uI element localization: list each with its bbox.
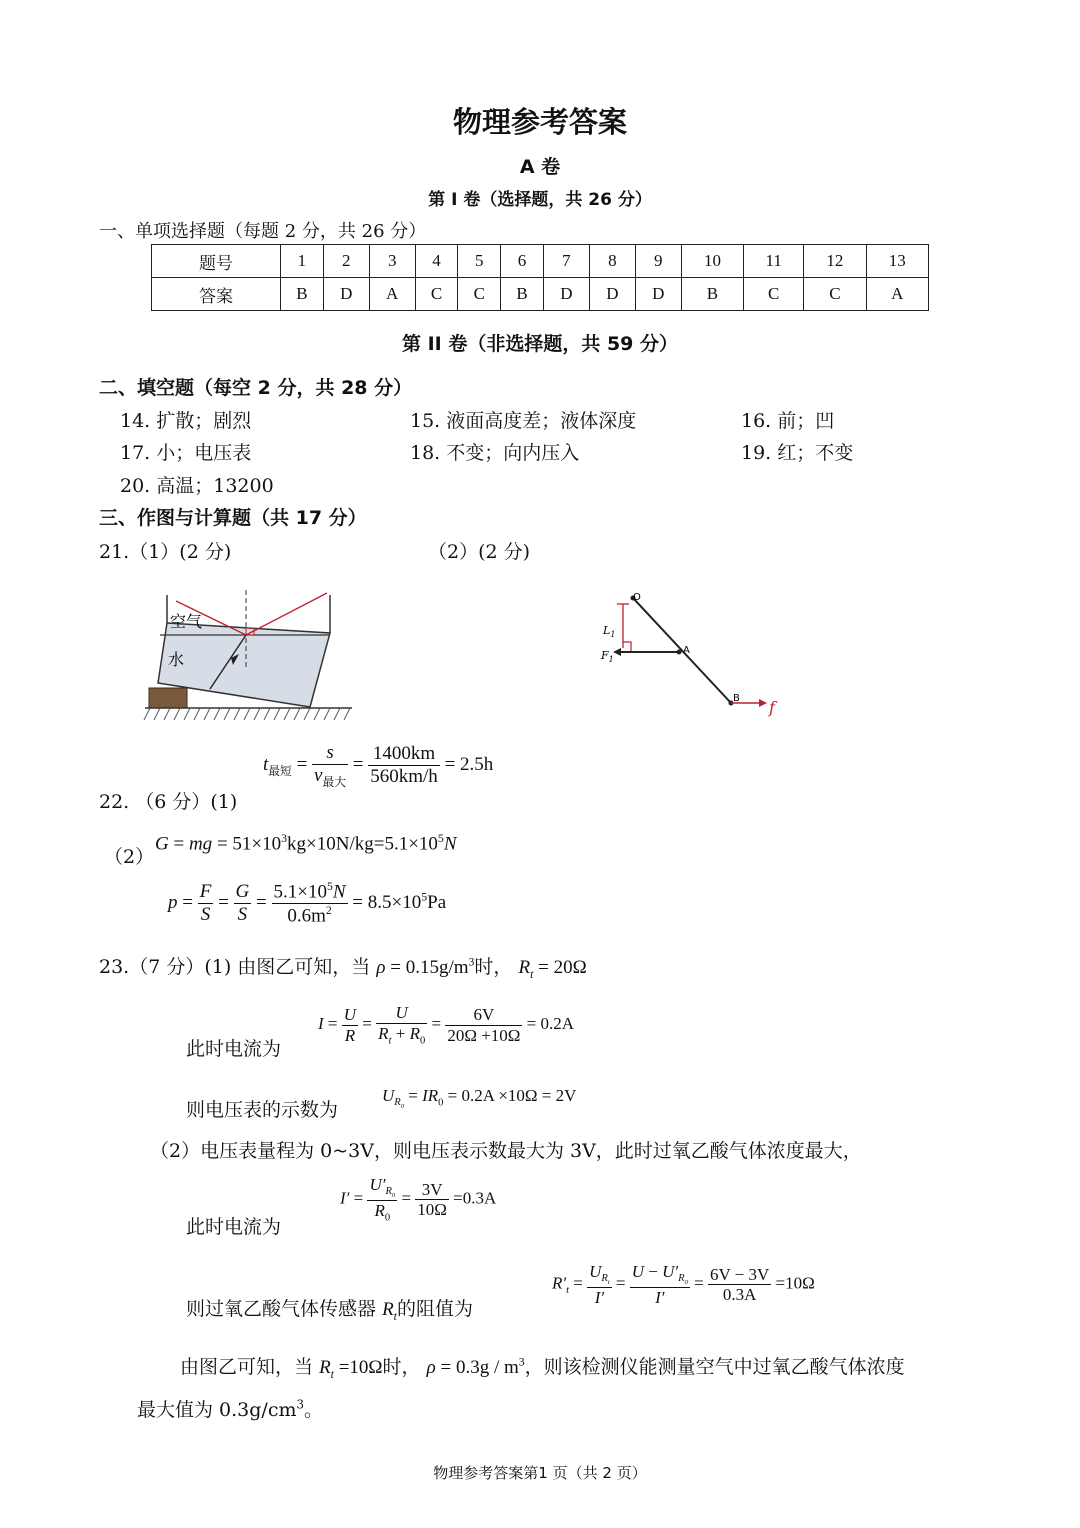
wedge-block (149, 688, 187, 708)
concl2-text: 最大值为 0.3g/cm (137, 1399, 297, 1421)
eq2-part1: = 51×10 (216, 833, 282, 855)
q23-current-label-2: 此时电流为 (186, 1216, 282, 1238)
concl-rho-value: = 0.3g / m (440, 1357, 519, 1378)
q21-part2-label: （2）(2 分) (428, 541, 531, 563)
section2-heading: 二、填空题（每空 2 分，共 28 分） (99, 377, 413, 399)
q23-eq-current2: I′ = $\frac{U'_{R_0}}{R_0}$ = $\frac{3V}{10\Omega}$ =0.3A (340, 1175, 497, 1224)
lever-rod (633, 598, 731, 703)
eq-i2-numerator: 3V (415, 1180, 449, 1201)
rho-value: = 0.15g/m (390, 957, 469, 978)
lever-diagram (595, 582, 795, 722)
page-title: 物理参考答案 (452, 105, 627, 139)
eq1-numerator: 1400km (368, 743, 440, 766)
answer-cell: A (866, 278, 928, 311)
eq-i-denominator: 20Ω +10Ω (447, 1025, 521, 1045)
answer-cell: C (458, 278, 501, 311)
q22-part2-label: （2） (104, 846, 155, 868)
page-footer: 物理参考答案第1 页（共 2 页） (433, 1464, 647, 1482)
answer-cell: B (681, 278, 743, 311)
eq-r-denominator: 0.3A (722, 1285, 757, 1305)
point-a-label: A (683, 645, 690, 656)
fill-answer-16: 16. 前；凹 (741, 410, 835, 432)
fill-answer-15: 15. 液面高度差；液体深度 (410, 410, 637, 432)
eq2-part2: kg×10N/kg=5.1×10 (287, 833, 438, 855)
q23-resistance-label: 则过氧乙酸气体传感器 $R_t$的阻值为 (186, 1298, 473, 1323)
part1-heading: 第 I 卷（选择题，共 26 分） (428, 190, 652, 210)
fill-answer-17: 17. 小；电压表 (120, 442, 252, 464)
answer-cell: D (323, 278, 369, 311)
eq3-numerator: 5.1×10 (273, 881, 327, 903)
question-number: 3 (369, 245, 415, 278)
eq-i-numerator: 6V (445, 1005, 522, 1026)
q22-label: 22. （6 分）(1) (99, 791, 238, 813)
question-number: 7 (543, 245, 589, 278)
point-o-label: O (633, 592, 641, 603)
eq1-result: = 2.5h (444, 753, 494, 775)
part2-heading: 第 II 卷（非选择题，共 59 分） (401, 333, 679, 355)
q23-line1-mid: 时， (474, 956, 513, 978)
ground-hatching (144, 708, 350, 720)
eq-i2-result: =0.3A (453, 1188, 497, 1208)
fill-answer-20: 20. 高温；13200 (120, 475, 274, 497)
q21-part1-label: 21.（1）(2 分) (99, 541, 232, 563)
eq-r-result: =10Ω (775, 1273, 815, 1293)
question-number: 5 (458, 245, 501, 278)
arrow-icon (613, 648, 621, 656)
q22-eq3: p = $\frac{F}{S}$ = $\frac{G}{S}$ = $\frac{5.1\times 10^5N}{0.6m^2}$ = $8.5\times 10^5Pa$ (168, 880, 447, 927)
fill-answer-14: 14. 扩散；剧烈 (120, 410, 252, 432)
concl2-end: 。 (303, 1399, 323, 1421)
q23-eq-voltage: $U_{R_0} = IR_0 = 0.2A \times 10\Omega = 2V$ (382, 1086, 577, 1111)
q22-eq2: G = mg = $51\times 10^3kg\times 10N/kg=5.1\times 10^5N$ (155, 832, 457, 855)
question-number: 1 (281, 245, 324, 278)
row-label-number: 题号 (152, 245, 281, 278)
concl-mid: 时， (382, 1356, 421, 1378)
volume-label: A 卷 (519, 156, 561, 178)
rt-value: = 20Ω (538, 957, 587, 978)
question-number: 9 (635, 245, 681, 278)
l1-label: $L_1$ (603, 624, 616, 639)
answer-cell: D (635, 278, 681, 311)
fill-answer-18: 18. 不变；向内压入 (410, 442, 580, 464)
point-b-label: B (733, 693, 740, 704)
q23-conclusion-line2: 最大值为 $0.3g/cm^3$。 (137, 1397, 323, 1421)
fill-answer-19: 19. 红；不变 (741, 442, 854, 464)
table-row (152, 245, 929, 278)
eq3-denominator: 0.6m (287, 905, 326, 927)
right-angle-mark (623, 642, 631, 651)
q23-eq-resistance: $R'_t$ = $\frac{U_{R_t}}{I'}$ = $\frac{U - U'_{R_0}}{I'}$ = $\frac{6V - 3V}{0.3A}$ =10Ω (552, 1262, 815, 1307)
concl-start: 由图乙可知，当 (180, 1356, 314, 1378)
table-row (152, 278, 929, 311)
eq-r-numerator: 6V − 3V (709, 1264, 770, 1284)
section3-heading: 三、作图与计算题（共 17 分） (99, 507, 367, 529)
eq3-unit: Pa (427, 892, 447, 914)
q23-voltage-label: 则电压表的示数为 (186, 1099, 339, 1121)
answer-cell: D (543, 278, 589, 311)
res-label-end: 的阻值为 (396, 1298, 473, 1320)
eq1-denominator: 560km/h (370, 766, 438, 788)
point-a (677, 650, 682, 655)
q23-line1: 23.（7 分）(1) 由图乙可知，当 (99, 956, 371, 978)
reflected-ray (246, 593, 327, 635)
answer-cell: C (804, 278, 866, 311)
row-label-answer: 答案 (152, 278, 281, 311)
air-label: 空气 (170, 612, 203, 631)
question-number: 10 (681, 245, 743, 278)
q23-part2-text: （2）电压表量程为 0~3V，则电压表示数最大为 3V，此时过氧乙酸气体浓度最大， (150, 1140, 862, 1162)
concl-rt-value: =10Ω (338, 1357, 383, 1378)
q22-eq1: $t_{最短}$ = $\frac{s}{v_{最大}}$ = $\frac{1400km}{560km/h}$ = 2.5h (263, 742, 494, 789)
answer-cell: D (589, 278, 635, 311)
question-number: 13 (866, 245, 928, 278)
question-number: 4 (415, 245, 458, 278)
question-number: 12 (804, 245, 866, 278)
q23-intro: 23.（7 分）(1) 由图乙可知，当 $\rho = 0.15g/m^3$时， $R_t = 20\Omega$ (99, 955, 587, 981)
answer-cell: B (501, 278, 544, 311)
answer-cell: C (744, 278, 804, 311)
question-number: 8 (589, 245, 635, 278)
q23-current-label: 此时电流为 (186, 1038, 282, 1060)
subscript-shortest: 最短 (268, 764, 292, 778)
answer-table (151, 244, 929, 311)
question-number: 11 (744, 245, 804, 278)
friction-label: f (769, 698, 775, 717)
f1-label: $F_1$ (601, 649, 614, 664)
question-number: 2 (323, 245, 369, 278)
arrow-icon (759, 699, 767, 707)
answer-cell: B (281, 278, 324, 311)
refraction-diagram (140, 585, 360, 725)
res-label-start: 则过氧乙酸气体传感器 (186, 1298, 377, 1320)
eq-i-result: = 0.2A (526, 1013, 575, 1033)
eq-i2-denominator: 10Ω (417, 1200, 447, 1220)
answer-cell: C (415, 278, 458, 311)
water-label: 水 (168, 650, 185, 669)
concl-end: ，则该检测仪能测量空气中过氧乙酸气体浓度 (524, 1356, 905, 1378)
eq3-result: = 8.5×10 (352, 892, 422, 914)
eq-u-result: = 0.2A ×10Ω = 2V (447, 1086, 577, 1105)
answer-cell: A (369, 278, 415, 311)
question-number: 6 (501, 245, 544, 278)
section1-heading: 一、单项选择题（每题 2 分，共 26 分） (99, 221, 427, 242)
subscript-max: 最大 (322, 775, 347, 789)
q23-eq-current: I = $\frac{U}{R}$ = $\frac{U}{R_t + R_0}$ = $\frac{6V}{20\Omega +10\Omega}$ = 0.2A (318, 1003, 575, 1046)
q23-conclusion-line1: 由图乙可知，当 $R_t =10\Omega$时， $\rho = 0.3g / m^3$，则该检测仪能测量空气中过氧乙酸气体浓度 (180, 1355, 905, 1381)
